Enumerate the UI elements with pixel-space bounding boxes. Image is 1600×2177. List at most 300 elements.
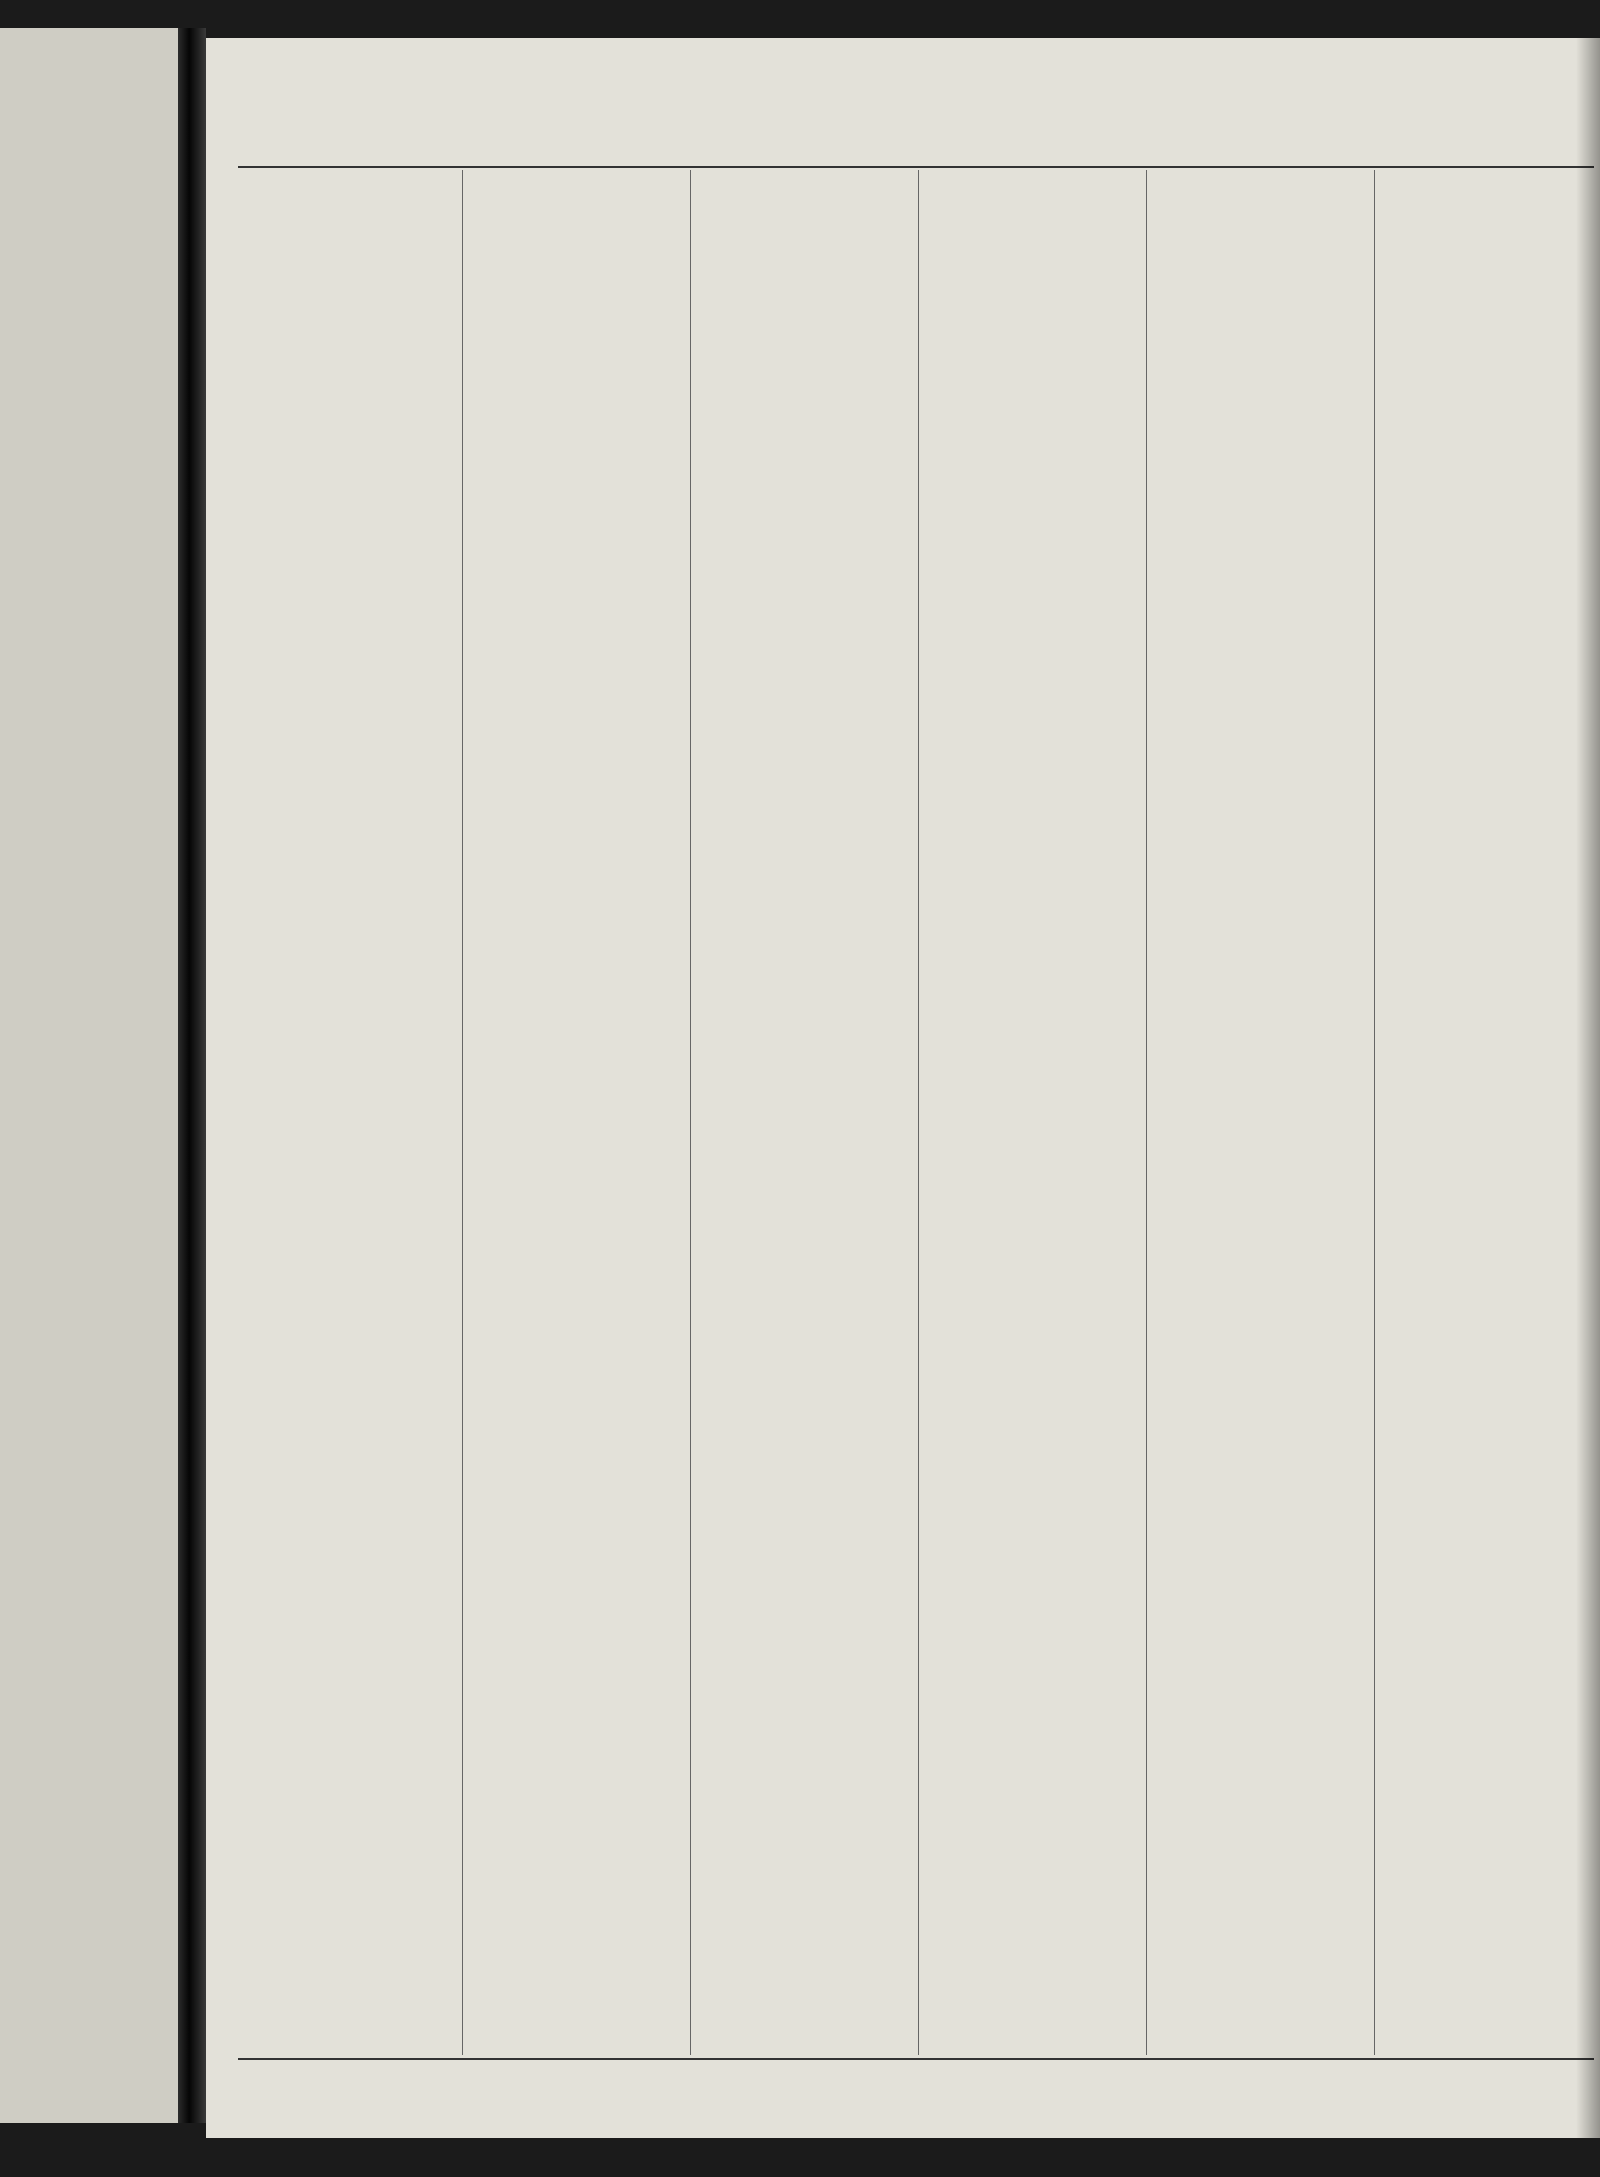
directory-entry-line bbox=[1150, 1637, 1370, 1653]
directory-entry-line bbox=[922, 1060, 1142, 1076]
directory-entry-line bbox=[1150, 1138, 1370, 1154]
directory-entry-line bbox=[466, 857, 686, 873]
directory-entry-line bbox=[466, 1107, 686, 1123]
directory-entry-line bbox=[1150, 1731, 1370, 1747]
directory-entry-line bbox=[238, 1606, 458, 1622]
directory-entry-line bbox=[1150, 451, 1370, 467]
directory-entry-line bbox=[1150, 872, 1370, 888]
directory-entry-line bbox=[694, 1138, 914, 1154]
directory-entry-line bbox=[238, 1684, 458, 1700]
directory-entry-line bbox=[694, 1200, 914, 1216]
directory-entry-line bbox=[466, 732, 686, 748]
directory-entry-line bbox=[1150, 607, 1370, 623]
directory-entry-line bbox=[1150, 1903, 1370, 1919]
directory-entry-line bbox=[238, 1856, 458, 1872]
directory-entry-line bbox=[922, 1029, 1142, 1045]
directory-entry-line bbox=[694, 498, 914, 514]
directory-entry-line bbox=[238, 997, 458, 1013]
directory-entry-line bbox=[694, 1731, 914, 1747]
directory-entry-line bbox=[694, 201, 914, 217]
directory-entry-line bbox=[922, 1918, 1142, 1934]
directory-entry-line bbox=[466, 1918, 686, 1934]
directory-entry-line bbox=[238, 295, 458, 311]
directory-column-5 bbox=[1150, 170, 1370, 2055]
directory-entry-line bbox=[238, 779, 458, 795]
directory-entry-line bbox=[694, 1325, 914, 1341]
directory-entry-line bbox=[694, 1247, 914, 1263]
directory-entry-line bbox=[922, 763, 1142, 779]
directory-entry-line bbox=[238, 1871, 458, 1887]
directory-entry-line bbox=[922, 310, 1142, 326]
directory-entry-line bbox=[1150, 857, 1370, 873]
directory-entry-line bbox=[922, 1653, 1142, 1669]
directory-entry-line bbox=[922, 1122, 1142, 1138]
directory-entry-line bbox=[466, 1949, 686, 1965]
directory-entry-line bbox=[694, 1169, 914, 1185]
directory-entry-line bbox=[694, 1669, 914, 1685]
directory-entry-line bbox=[694, 217, 914, 233]
directory-entry-line bbox=[238, 232, 458, 248]
directory-entry-line bbox=[922, 1684, 1142, 1700]
directory-entry-line bbox=[694, 1840, 914, 1856]
footer-rule bbox=[238, 2058, 1594, 2060]
directory-entry-line bbox=[466, 389, 686, 405]
directory-entry-line bbox=[922, 1231, 1142, 1247]
directory-entry-line bbox=[466, 1575, 686, 1591]
directory-entry-line bbox=[1150, 1590, 1370, 1606]
directory-entry-line bbox=[466, 1044, 686, 1060]
directory-entry-line bbox=[1150, 1840, 1370, 1856]
directory-entry-line bbox=[1150, 1216, 1370, 1232]
directory-entry-line bbox=[466, 342, 686, 358]
directory-entry-line bbox=[922, 545, 1142, 561]
directory-entry-line bbox=[694, 545, 914, 561]
directory-entry-line bbox=[238, 1450, 458, 1466]
directory-entry-line bbox=[694, 1903, 914, 1919]
directory-entry-line bbox=[466, 1263, 686, 1279]
directory-entry-line bbox=[1150, 1762, 1370, 1778]
directory-entry-line bbox=[922, 1153, 1142, 1169]
directory-entry-line bbox=[238, 1247, 458, 1263]
directory-entry-line bbox=[922, 1512, 1142, 1528]
directory-entry-line bbox=[922, 1793, 1142, 1809]
directory-entry-line bbox=[694, 389, 914, 405]
directory-entry-line bbox=[466, 1029, 686, 1045]
column-divider bbox=[462, 170, 463, 2055]
directory-entry-line bbox=[694, 1403, 914, 1419]
directory-entry-line bbox=[1150, 966, 1370, 982]
directory-entry-line bbox=[1150, 982, 1370, 998]
directory-entry-line bbox=[694, 1294, 914, 1310]
directory-entry-line bbox=[466, 1622, 686, 1638]
directory-entry-line bbox=[922, 1091, 1142, 1107]
directory-entry-line bbox=[922, 1762, 1142, 1778]
directory-entry-line bbox=[238, 1309, 458, 1325]
directory-entry-line bbox=[238, 1497, 458, 1513]
directory-entry-line bbox=[694, 701, 914, 717]
directory-entry-line bbox=[1150, 591, 1370, 607]
directory-entry-line bbox=[694, 1637, 914, 1653]
directory-entry-line bbox=[238, 482, 458, 498]
directory-entry-line bbox=[922, 1497, 1142, 1513]
directory-entry-line bbox=[466, 950, 686, 966]
directory-entry-line bbox=[694, 529, 914, 545]
directory-entry-line bbox=[922, 389, 1142, 405]
directory-entry-line bbox=[1150, 763, 1370, 779]
directory-entry-line bbox=[1150, 1778, 1370, 1794]
directory-entry-line bbox=[238, 217, 458, 233]
directory-entry-line bbox=[238, 373, 458, 389]
directory-entry-line bbox=[238, 1809, 458, 1825]
directory-entry-line bbox=[694, 1778, 914, 1794]
directory-entry-line bbox=[466, 888, 686, 904]
directory-entry-line bbox=[238, 623, 458, 639]
directory-entry-line bbox=[1150, 1325, 1370, 1341]
directory-entry-line bbox=[466, 1871, 686, 1887]
directory-entry-line bbox=[1150, 513, 1370, 529]
directory-entry-line bbox=[1150, 888, 1370, 904]
directory-entry-line bbox=[466, 1185, 686, 1201]
directory-entry-line bbox=[694, 373, 914, 389]
directory-entry-line bbox=[694, 935, 914, 951]
directory-entry-line bbox=[922, 670, 1142, 686]
directory-entry-line bbox=[1150, 1013, 1370, 1029]
directory-entry-line bbox=[922, 248, 1142, 264]
directory-entry-line bbox=[238, 1388, 458, 1404]
directory-entry-line bbox=[694, 810, 914, 826]
directory-entry-line bbox=[694, 482, 914, 498]
directory-entry-line bbox=[694, 1809, 914, 1825]
directory-entry-line bbox=[466, 435, 686, 451]
directory-entry-line bbox=[922, 1903, 1142, 1919]
directory-entry-line bbox=[238, 420, 458, 436]
directory-entry-line bbox=[466, 1762, 686, 1778]
directory-entry-line bbox=[466, 935, 686, 951]
directory-entry-line bbox=[238, 872, 458, 888]
directory-entry-line bbox=[466, 1481, 686, 1497]
directory-entry-line bbox=[466, 1840, 686, 1856]
directory-entry-line bbox=[1150, 1481, 1370, 1497]
directory-entry-line bbox=[694, 1060, 914, 1076]
directory-entry-line bbox=[694, 420, 914, 436]
directory-entry-line bbox=[466, 1138, 686, 1154]
directory-entry-line bbox=[1150, 794, 1370, 810]
directory-entry-line bbox=[922, 1840, 1142, 1856]
directory-entry-line bbox=[466, 966, 686, 982]
directory-entry-line bbox=[1150, 1044, 1370, 1060]
directory-entry-line bbox=[922, 1934, 1142, 1950]
directory-entry-line bbox=[466, 1309, 686, 1325]
directory-entry-line bbox=[1150, 1434, 1370, 1450]
directory-entry-line bbox=[694, 607, 914, 623]
directory-entry-line bbox=[466, 1294, 686, 1310]
directory-entry-line bbox=[238, 1528, 458, 1544]
directory-entry-line bbox=[238, 638, 458, 654]
directory-entry-line bbox=[1150, 248, 1370, 264]
directory-entry-line bbox=[466, 1512, 686, 1528]
directory-entry-line bbox=[1150, 1372, 1370, 1388]
directory-entry-line bbox=[466, 1247, 686, 1263]
directory-entry-line bbox=[466, 1216, 686, 1232]
directory-entry-line bbox=[1150, 638, 1370, 654]
directory-entry-line bbox=[238, 1153, 458, 1169]
directory-entry-line bbox=[238, 935, 458, 951]
directory-entry-line bbox=[466, 170, 686, 186]
directory-entry-line bbox=[694, 326, 914, 342]
directory-entry-line bbox=[922, 1559, 1142, 1575]
directory-entry-line bbox=[238, 607, 458, 623]
directory-entry-line bbox=[922, 435, 1142, 451]
directory-entry-line bbox=[238, 1091, 458, 1107]
directory-entry-line bbox=[466, 1731, 686, 1747]
directory-entry-line bbox=[466, 1122, 686, 1138]
directory-entry-line bbox=[238, 1107, 458, 1123]
directory-entry-line bbox=[238, 1762, 458, 1778]
directory-entry-line bbox=[922, 1856, 1142, 1872]
directory-entry-line bbox=[1150, 1512, 1370, 1528]
directory-entry-line bbox=[694, 1949, 914, 1965]
directory-entry-line bbox=[1150, 1934, 1370, 1950]
directory-entry-line bbox=[466, 467, 686, 483]
directory-entry-line bbox=[1150, 1715, 1370, 1731]
directory-entry-line bbox=[922, 1075, 1142, 1091]
directory-entry-line bbox=[922, 1965, 1142, 1981]
directory-entry-line bbox=[466, 404, 686, 420]
directory-entry-line bbox=[466, 560, 686, 576]
directory-entry-line bbox=[238, 1466, 458, 1482]
directory-entry-line bbox=[238, 857, 458, 873]
directory-entry-line bbox=[1150, 1559, 1370, 1575]
directory-column-6 bbox=[1378, 170, 1598, 2055]
directory-entry-line bbox=[238, 1669, 458, 1685]
directory-entry-line bbox=[694, 1512, 914, 1528]
directory-entry-line bbox=[1150, 1263, 1370, 1279]
directory-entry-line bbox=[1150, 1466, 1370, 1482]
directory-entry-line bbox=[922, 1138, 1142, 1154]
directory-entry-line bbox=[694, 779, 914, 795]
directory-entry-line bbox=[466, 1903, 686, 1919]
directory-entry-line bbox=[466, 1856, 686, 1872]
directory-entry-line bbox=[1150, 1497, 1370, 1513]
directory-entry-line bbox=[694, 560, 914, 576]
directory-entry-line bbox=[1150, 186, 1370, 202]
directory-column-2 bbox=[466, 170, 686, 2055]
directory-entry-line bbox=[466, 248, 686, 264]
directory-entry-line bbox=[922, 826, 1142, 842]
directory-entry-line bbox=[238, 1840, 458, 1856]
directory-entry-line bbox=[694, 857, 914, 873]
directory-entry-line bbox=[922, 935, 1142, 951]
directory-entry-line bbox=[694, 435, 914, 451]
directory-entry-line bbox=[238, 1263, 458, 1279]
directory-entry-line bbox=[922, 373, 1142, 389]
directory-entry-line bbox=[922, 1278, 1142, 1294]
directory-entry-line bbox=[1150, 779, 1370, 795]
directory-entry-line bbox=[238, 1372, 458, 1388]
directory-entry-line bbox=[922, 1528, 1142, 1544]
directory-entry-line bbox=[922, 1419, 1142, 1435]
directory-entry-line bbox=[238, 310, 458, 326]
directory-entry-line bbox=[238, 701, 458, 717]
directory-entry-line bbox=[238, 264, 458, 280]
column-divider bbox=[1374, 170, 1375, 2055]
directory-entry-line bbox=[238, 670, 458, 686]
directory-entry-line bbox=[238, 888, 458, 904]
directory-entry-line bbox=[922, 1403, 1142, 1419]
directory-entry-line bbox=[694, 1341, 914, 1357]
directory-entry-line bbox=[1150, 748, 1370, 764]
directory-entry-line bbox=[238, 1965, 458, 1981]
directory-entry-line bbox=[922, 1185, 1142, 1201]
directory-entry-line bbox=[466, 748, 686, 764]
directory-entry-line bbox=[1150, 264, 1370, 280]
directory-entry-line bbox=[466, 576, 686, 592]
directory-entry-line bbox=[466, 654, 686, 670]
directory-entry-line bbox=[922, 810, 1142, 826]
directory-entry-line bbox=[694, 1653, 914, 1669]
directory-entry-line bbox=[1150, 716, 1370, 732]
directory-entry-line bbox=[466, 1278, 686, 1294]
directory-entry-line bbox=[1150, 1949, 1370, 1965]
directory-entry-line bbox=[1150, 1856, 1370, 1872]
directory-entry-line bbox=[238, 1481, 458, 1497]
directory-entry-line bbox=[466, 1793, 686, 1809]
directory-entry-line bbox=[466, 607, 686, 623]
directory-entry-line bbox=[466, 1356, 686, 1372]
directory-entry-line bbox=[1150, 1075, 1370, 1091]
directory-entry-line bbox=[694, 1762, 914, 1778]
directory-entry-line bbox=[694, 1793, 914, 1809]
directory-entry-line bbox=[1150, 1669, 1370, 1685]
directory-entry-line bbox=[1150, 1200, 1370, 1216]
directory-entry-line bbox=[922, 1341, 1142, 1357]
directory-entry-line bbox=[1150, 389, 1370, 405]
directory-entry-line bbox=[238, 357, 458, 373]
directory-entry-line bbox=[238, 1434, 458, 1450]
directory-entry-line bbox=[238, 545, 458, 561]
directory-entry-line bbox=[1150, 1747, 1370, 1763]
directory-entry-line bbox=[466, 638, 686, 654]
directory-entry-line bbox=[466, 997, 686, 1013]
directory-entry-line bbox=[694, 1231, 914, 1247]
directory-entry-line bbox=[466, 1684, 686, 1700]
directory-entry-line bbox=[238, 248, 458, 264]
directory-entry-line bbox=[238, 513, 458, 529]
directory-entry-line bbox=[922, 919, 1142, 935]
directory-entry-line bbox=[922, 779, 1142, 795]
directory-entry-line bbox=[1150, 685, 1370, 701]
directory-entry-line bbox=[922, 513, 1142, 529]
directory-entry-line bbox=[1150, 935, 1370, 951]
directory-entry-line bbox=[238, 794, 458, 810]
directory-entry-line bbox=[1150, 654, 1370, 670]
directory-entry-line bbox=[922, 357, 1142, 373]
directory-entry-line bbox=[1150, 1575, 1370, 1591]
directory-entry-line bbox=[1150, 732, 1370, 748]
directory-entry-line bbox=[238, 1278, 458, 1294]
directory-entry-line bbox=[238, 810, 458, 826]
directory-entry-line bbox=[238, 1075, 458, 1091]
directory-entry-line bbox=[694, 295, 914, 311]
directory-entry-line bbox=[1150, 950, 1370, 966]
directory-entry-line bbox=[922, 404, 1142, 420]
directory-entry-line bbox=[1150, 357, 1370, 373]
directory-entry-line bbox=[1150, 420, 1370, 436]
directory-entry-line bbox=[694, 1965, 914, 1981]
directory-entry-line bbox=[466, 670, 686, 686]
directory-entry-line bbox=[466, 310, 686, 326]
directory-entry-line bbox=[466, 373, 686, 389]
directory-entry-line bbox=[922, 451, 1142, 467]
directory-entry-line bbox=[922, 1747, 1142, 1763]
directory-entry-line bbox=[694, 1747, 914, 1763]
directory-entry-line bbox=[1150, 904, 1370, 920]
directory-entry-line bbox=[466, 779, 686, 795]
directory-entry-line bbox=[1150, 404, 1370, 420]
directory-entry-line bbox=[466, 716, 686, 732]
directory-entry-line bbox=[466, 591, 686, 607]
directory-entry-line bbox=[1150, 170, 1370, 186]
directory-entry-line bbox=[922, 748, 1142, 764]
directory-entry-line bbox=[694, 248, 914, 264]
directory-entry-line bbox=[1150, 1278, 1370, 1294]
directory-entry-line bbox=[238, 1778, 458, 1794]
directory-entry-line bbox=[694, 1871, 914, 1887]
directory-entry-line bbox=[466, 1325, 686, 1341]
directory-entry-line bbox=[466, 232, 686, 248]
directory-entry-line bbox=[466, 264, 686, 280]
directory-entry-line bbox=[694, 982, 914, 998]
directory-entry-line bbox=[1150, 826, 1370, 842]
directory-entry-line bbox=[694, 1356, 914, 1372]
directory-entry-line bbox=[922, 279, 1142, 295]
directory-entry-line bbox=[922, 1700, 1142, 1716]
directory-entry-line bbox=[466, 1497, 686, 1513]
directory-entry-line bbox=[1150, 1419, 1370, 1435]
directory-entry-line bbox=[1150, 701, 1370, 717]
directory-entry-line bbox=[1150, 841, 1370, 857]
directory-entry-line bbox=[238, 1622, 458, 1638]
directory-entry-line bbox=[922, 1544, 1142, 1560]
directory-entry-line bbox=[238, 1793, 458, 1809]
directory-entry-line bbox=[238, 435, 458, 451]
directory-entry-line bbox=[922, 1263, 1142, 1279]
directory-entry-line bbox=[922, 201, 1142, 217]
directory-entry-line bbox=[694, 1153, 914, 1169]
directory-entry-line bbox=[694, 1481, 914, 1497]
directory-entry-line bbox=[922, 857, 1142, 873]
directory-entry-line bbox=[466, 326, 686, 342]
directory-entry-line bbox=[238, 1419, 458, 1435]
directory-entry-line bbox=[694, 1887, 914, 1903]
directory-entry-line bbox=[694, 1700, 914, 1716]
directory-entry-line bbox=[466, 201, 686, 217]
directory-entry-line bbox=[922, 1356, 1142, 1372]
directory-entry-line bbox=[1150, 1309, 1370, 1325]
directory-entry-line bbox=[466, 1091, 686, 1107]
directory-entry-line bbox=[466, 1075, 686, 1091]
directory-entry-line bbox=[238, 950, 458, 966]
directory-entry-line bbox=[238, 1934, 458, 1950]
directory-entry-line bbox=[694, 451, 914, 467]
directory-entry-line bbox=[694, 357, 914, 373]
directory-entry-line bbox=[238, 201, 458, 217]
directory-entry-line bbox=[694, 1122, 914, 1138]
directory-entry-line bbox=[238, 1996, 458, 2012]
directory-entry-line bbox=[694, 279, 914, 295]
directory-entry-line bbox=[1150, 919, 1370, 935]
left-page-fragment bbox=[0, 28, 178, 2123]
